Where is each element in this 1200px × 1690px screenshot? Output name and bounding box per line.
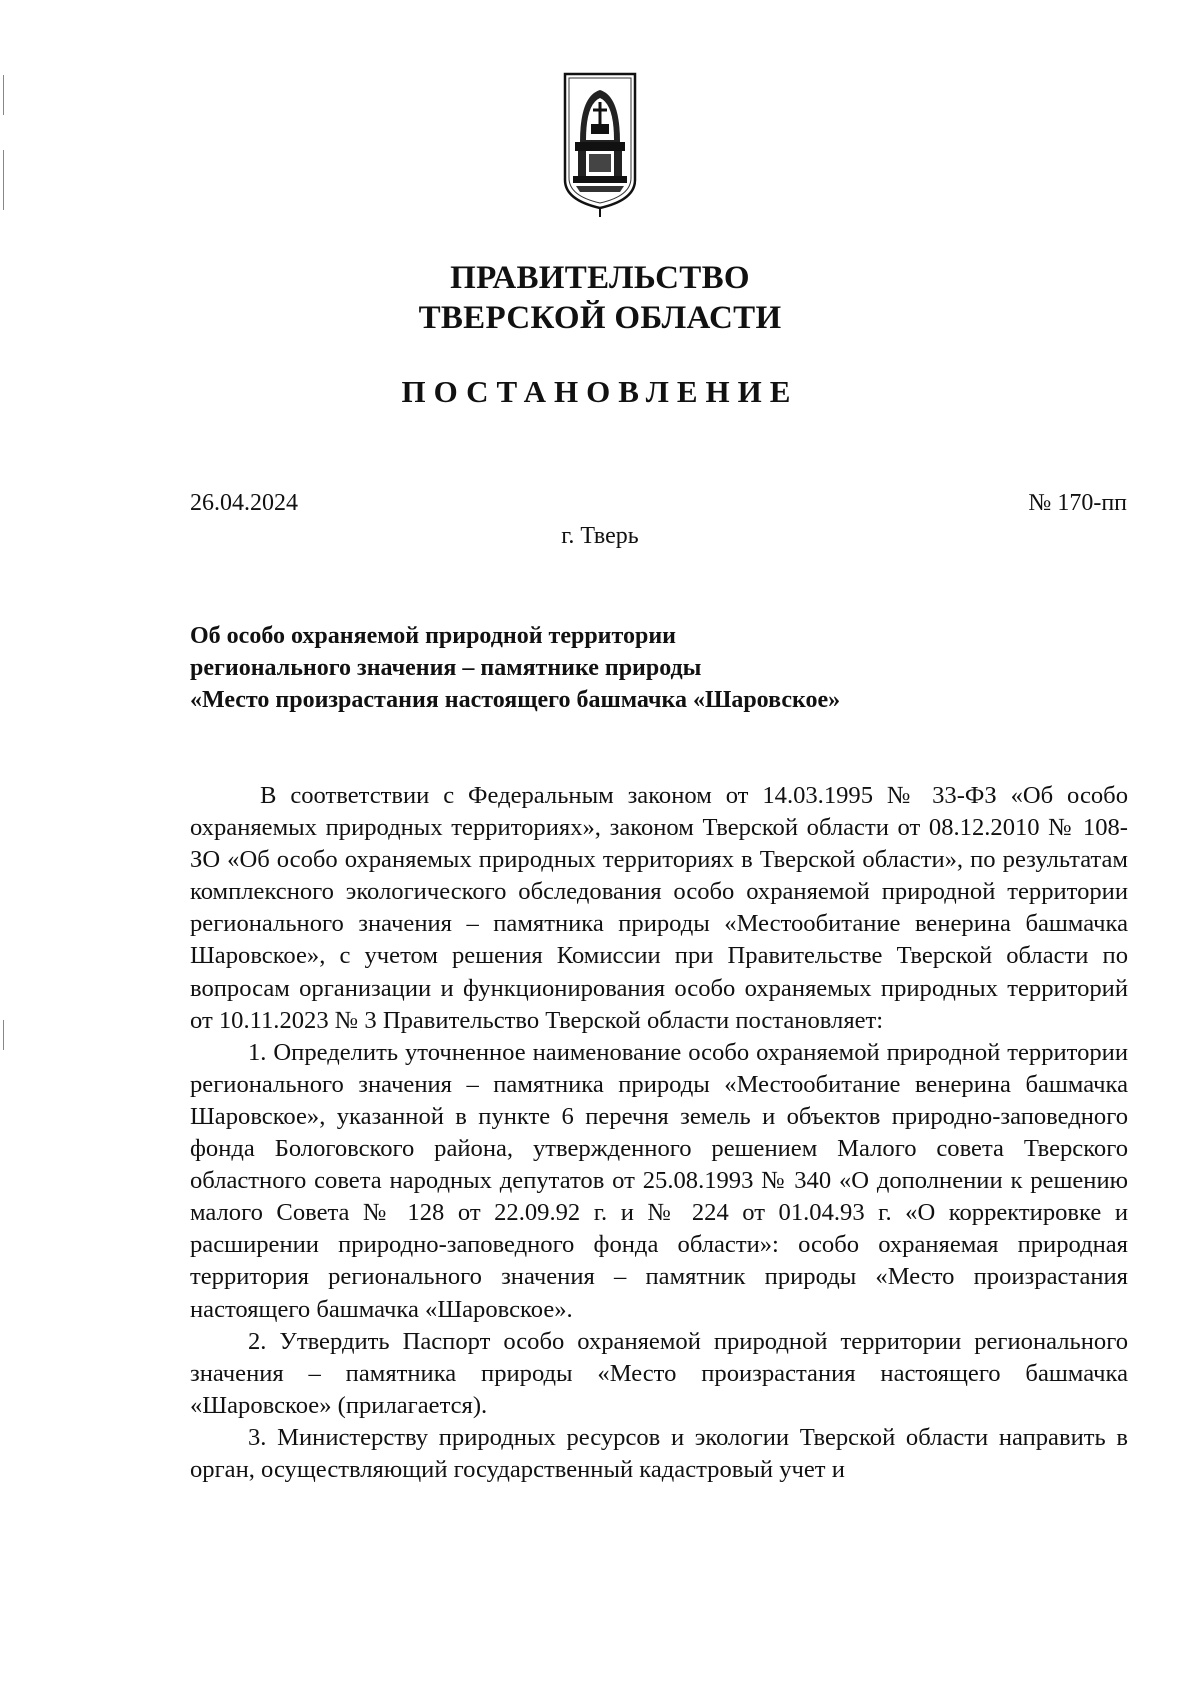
government-name-line2: ТВЕРСКОЙ ОБЛАСТИ: [418, 300, 782, 336]
clause-3: 3. Министерству природных ресурсов и экологии Тверской области направить в орган, осуществляющий государственный кадастровый учет и: [190, 1423, 1128, 1483]
document-type-title: ПОСТАНОВЛЕНИЕ: [401, 374, 799, 409]
document-number: № 170-пп: [1028, 490, 1127, 516]
document-date: 26.04.2024: [190, 490, 298, 516]
document-city: г. Тверь: [561, 523, 639, 549]
document-body: [190, 780, 1128, 1486]
subject-line: регионального значения – памятнике природы: [190, 655, 702, 681]
document-subject: [190, 620, 840, 716]
subject-line: «Место произрастания настоящего башмачка «Шаровское»: [190, 687, 841, 713]
tver-coat-of-arms-icon: [562, 72, 638, 218]
scan-edge-mark: [3, 75, 4, 115]
clause-2: 2. Утвердить Паспорт особо охраняемой природной территории регионального значения – памятника природы «Место произрастания настоящего башмачка «Шаровское» (прилагается).: [190, 1327, 1128, 1419]
clause-1: 1. Определить уточненное наименование особо охраняемой природной территории регионального значения – памятника природы «Местообитание венерина башмачка Шаровское», указанной в пункте 6 перечня земель и объектов природно-заповедного фонда Бологовского района, утвержденного решением Малого совета Тверского областного совета народных депутатов от 25.08.1993 № 340 «О дополнении к решению малого Совета № 128 от 22.09.92 г. и № 224 от 01.04.93 г. «О корректировке и расширении природно-заповедного фонда области»: особо охраняемая природная территория регионального значения – памятник природы «Место произрастания настоящего башмачка «Шаровское».: [190, 1038, 1128, 1323]
subject-line: Об особо охраняемой природной территории: [190, 623, 676, 649]
scan-edge-mark: [3, 150, 4, 210]
preamble-paragraph: В соответствии с Федеральным законом от 14.03.1995 № 33-ФЗ «Об особо охраняемых природных территориях», законом Тверской области от 08.12.2010 № 108-ЗО «Об особо охраняемых природных территориях в Тверской области», по результатам комплексного экологического обследования особо охраняемой природной территории регионального значения – памятника природы «Местообитание венерина башмачка Шаровское», с учетом решения Комиссии при Правительстве Тверской области по вопросам организации и функционирования особо охраняемых природных территорий от 10.11.2023 № 3 Правительство Тверской области постановляет:: [190, 782, 1128, 1034]
scan-edge-mark: [3, 1020, 4, 1050]
government-name-line1: ПРАВИТЕЛЬСТВО: [450, 260, 750, 296]
